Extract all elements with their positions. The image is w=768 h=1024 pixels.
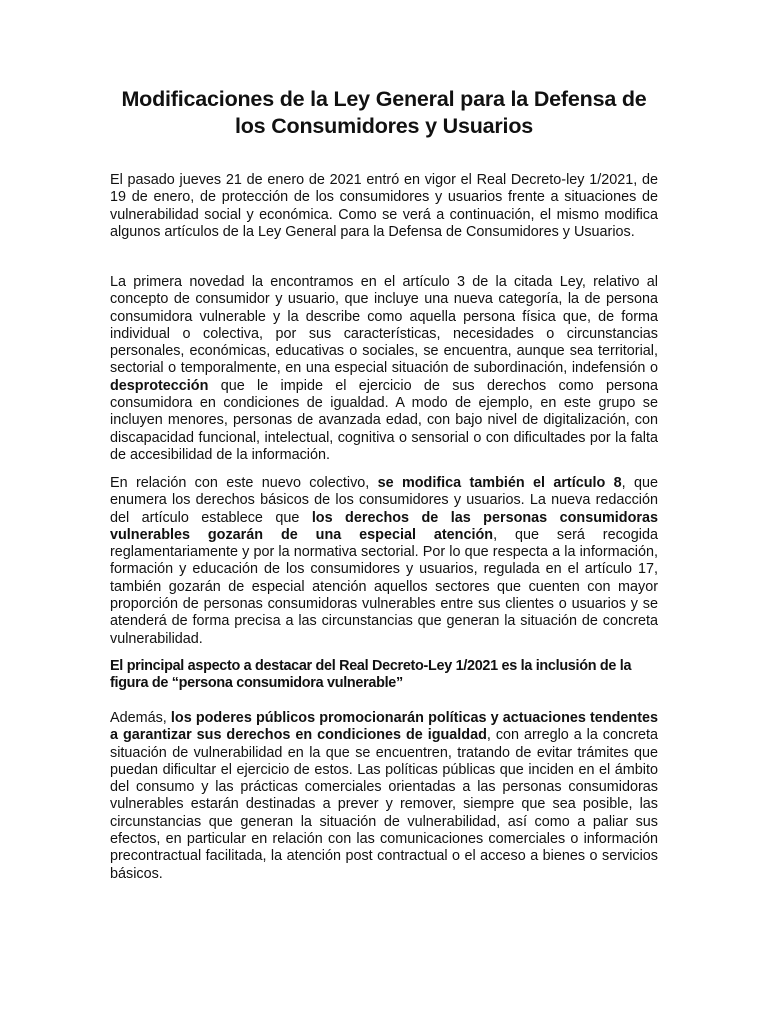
paragraph-article-3 bbox=[110, 274, 658, 464]
paragraph-article-8 bbox=[110, 475, 658, 648]
paragraph-intro-text: El pasado jueves 21 de enero de 2021 entró en vigor el Real Decreto-ley 1/2021, de 19 de enero, de protección de los consumidores y usuarios frente a situaciones de vulnerabilidad social y económica. Como se verá a continuación, el mismo modifica algunos artículos de la Ley General para la Defensa de Consumidores y Usuarios. bbox=[110, 172, 658, 240]
paragraph-article-8-bold-2: los derechos de las personas consumidoras vulnerables gozarán de una especial atención bbox=[110, 509, 658, 543]
paragraph-article-3-text-a: La primera novedad la encontramos en el artículo 3 de la citada Ley, relativo al concepto de consumidor y usuario, que incluye una nueva categoría, la de persona consumidora vulnerable y la describe como aquella persona física que, de forma individual o colectiva, por sus características, necesidades o circunstancias personales, económicas, educativas o sociales, se encuentra, aunque sea territorial, sectorial o temporalmente, en una especial situación de subordinación, indefensión o bbox=[110, 274, 658, 377]
paragraph-article-8-bold-1: se modifica también el artículo 8 bbox=[377, 475, 622, 491]
paragraph-intro bbox=[110, 172, 658, 241]
paragraph-article-3-text-b: que le impide el ejercicio de sus derechos como persona consumidora en condiciones de igualdad. A modo de ejemplo, en este grupo se incluyen menores, personas de avanzada edad, con bajo nivel de digitalización, con discapacidad funcional, intelectual, cognitiva o sensorial o con dificultades por la falta de accesibilidad de la información. bbox=[110, 377, 658, 463]
paragraph-public-policies bbox=[110, 710, 658, 883]
paragraph-public-policies-text-a: Además, bbox=[110, 710, 171, 726]
section-subheading: El principal aspecto a destacar del Real Decreto-Ley 1/2021 es la inclusión de la figura de “persona consumidora vulnerable” bbox=[110, 658, 632, 692]
paragraph-public-policies-text-b: , con arreglo a la concreta situación de vulnerabilidad en la que se encuentren, tratando de evitar trámites que puedan dificultar el ejercicio de estos. Las políticas públicas que inciden en el ámbito del consumo y las prácticas comerciales orientadas a las personas consumidoras vulnerables estarán destinadas a prever y remover, siempre que sea posible, las circunstancias que generan la situación de vulnerabilidad, así como a paliar sus efectos, en particular en relación con las comunicaciones comerciales o información precontractual facilitada, la atención post contractual o el acceso a bienes o servicios básicos. bbox=[110, 727, 659, 882]
paragraph-public-policies-bold: los poderes públicos promocionarán políticas y actuaciones tendentes a garantizar sus derechos en condiciones de igualdad bbox=[110, 710, 658, 744]
paragraph-article-8-text-c: , que será recogida reglamentariamente y por la normativa sectorial. Por lo que respecta a la información, formación y educación de los consumidores y usuarios, regulada en el artículo 17, también gozarán de especial atención aquellos sectores que cuenten con mayor proporción de personas consumidoras vulnerables entre sus clientes o usuarios y se atenderá de forma precisa a las circunstancias que generan la situación de concreta vulnerabilidad. bbox=[110, 526, 658, 647]
paragraph-article-3-bold: desprotección bbox=[110, 377, 209, 394]
paragraph-article-8-text-a: En relación con este nuevo colectivo, bbox=[110, 475, 378, 491]
paragraph-article-8-text-b: , que enumera los derechos básicos de los consumidores y usuarios. La nueva redacción del artículo establece que bbox=[110, 475, 659, 526]
document-title: Modificaciones de la Ley General para la Defensa de los Consumidores y Usuarios bbox=[121, 87, 647, 138]
